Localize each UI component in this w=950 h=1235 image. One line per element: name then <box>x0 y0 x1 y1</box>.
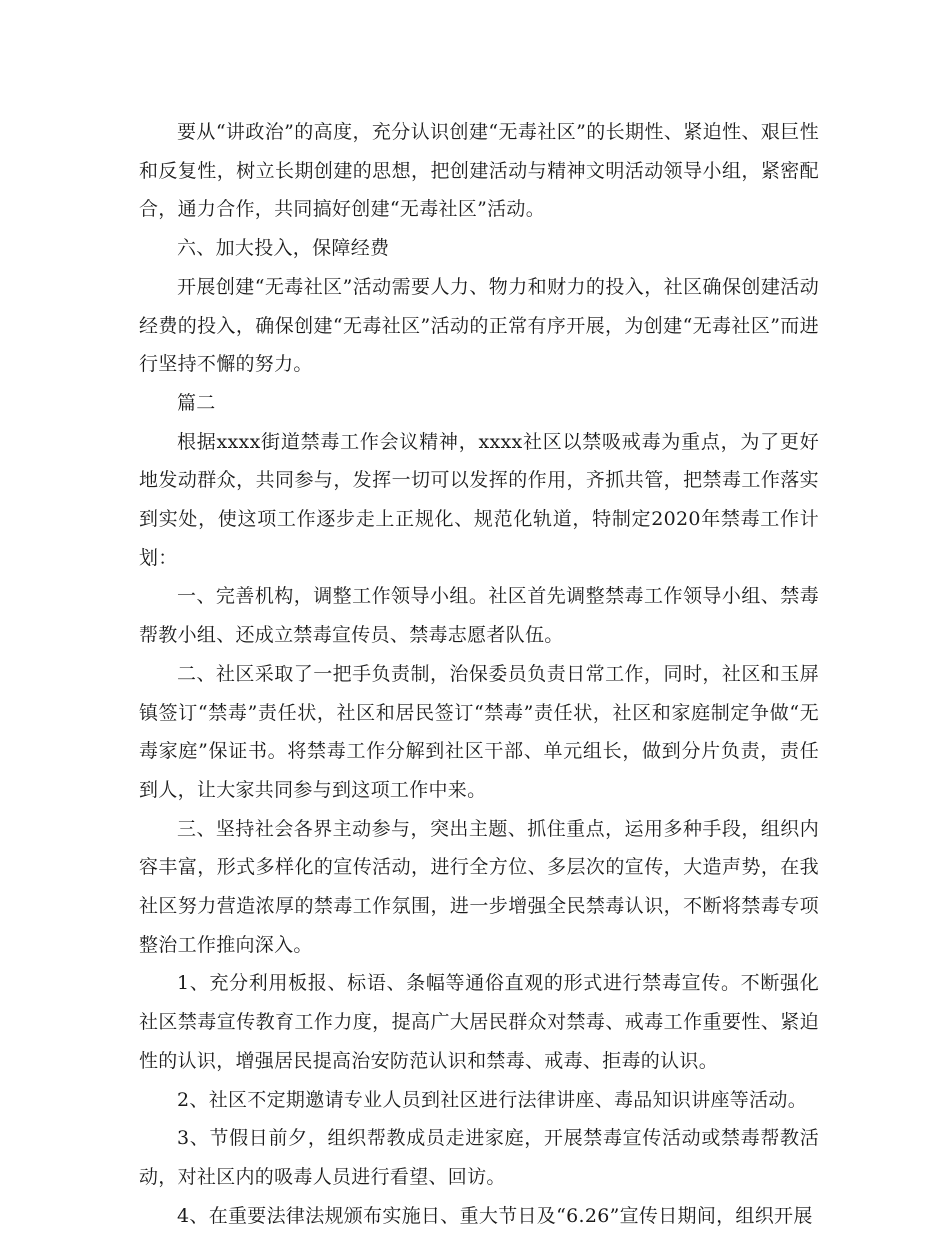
paragraph-subitem-4: 4、在重要法律法规颁布实施日、重大节日及“6.26”宣传日期间，组织开展 <box>177 1204 813 1227</box>
paragraph-item-two: 二、社区采取了一把手负责制，治保委员负责日常工作，同时，社区和玉屏镇签订“禁毒”责任状，社区和居民签订“禁毒”责任状，社区和家庭制定争做“无毒家庭”保证书。将禁毒工作分解到社区干部、单元组长，做到分片负责，责任到人，让大家共同参与到这项工作中来。 <box>139 662 819 801</box>
paragraph-item-one: 一、完善机构，调整工作领导小组。社区首先调整禁毒工作领导小组、禁毒帮教小组、还成立禁毒宣传员、禁毒志愿者队伍。 <box>139 585 819 647</box>
paragraph-item-three: 三、坚持社会各界主动参与，突出主题、抓住重点，运用多种手段，组织内容丰富，形式多样化的宣传活动，进行全方位、多层次的宣传，大造声势，在我社区努力营造浓厚的禁毒工作氛围，进一步增强全民禁毒认识，不断将禁毒专项整治工作推向深入。 <box>139 817 819 956</box>
paragraph-subitem-3: 3、节假日前夕，组织帮教成员走进家庭，开展禁毒宣传活动或禁毒帮教活动，对社区内的吸毒人员进行看望、回访。 <box>139 1127 819 1188</box>
paragraph-subitem-2: 2、社区不定期邀请专业人员到社区进行法律讲座、毒品知识讲座等活动。 <box>177 1088 807 1111</box>
paragraph-intro: 要从“讲政治”的高度，充分认识创建“无毒社区”的长期性、紧迫性、艰巨性和反复性，树立长期创建的思想，把创建活动与精神文明活动领导小组，紧密配合，通力合作，共同搞好创建“无毒社区”活动。 <box>139 121 819 221</box>
section-heading-six: 六、加大投入，保障经费 <box>177 237 390 260</box>
paragraph-subitem-1: 1、充分利用板报、标语、条幅等通俗直观的形式进行禁毒宣传。不断强化社区禁毒宣传教育工作力度，提高广大居民群众对禁毒、戒毒工作重要性、紧迫性的认识，增强居民提高治安防范认识和禁毒、戒毒、拒毒的认识。 <box>139 972 819 1072</box>
document-body <box>139 113 819 1235</box>
paragraph-plan-intro: 根据xxxx街道禁毒工作会议精神，xxxx社区以禁吸戒毒为重点，为了更好地发动群众，共同参与，发挥一切可以发挥的作用，齐抓共管，把禁毒工作落实到实处，使这项工作逐步走上正规化、规范化轨道，特制定2020年禁毒工作计划： <box>139 430 819 569</box>
paragraph-funding: 开展创建“无毒社区”活动需要人力、物力和财力的投入，社区确保创建活动经费的投入，确保创建“无毒社区”活动的正常有序开展，为创建“无毒社区”而进行坚持不懈的努力。 <box>139 275 819 376</box>
part-heading-two: 篇二 <box>177 391 216 414</box>
